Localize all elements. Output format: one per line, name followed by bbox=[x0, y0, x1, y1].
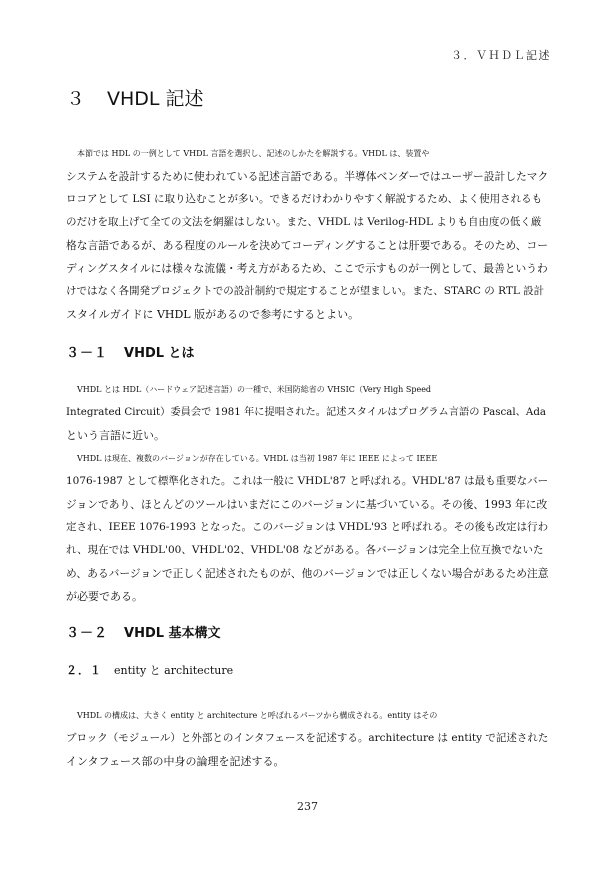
text-line: が必要である。 bbox=[66, 590, 143, 603]
subsection-number: ２．１ bbox=[66, 664, 102, 677]
page-number: 237 bbox=[297, 800, 318, 813]
text-line: 本節では HDL の一例として VHDL 言語を選択し、記述のしかたを解説する。VHDL は、装置や bbox=[77, 149, 430, 158]
text-line: VHDL の構成は、大きく entity と architecture と呼ばれるパーツから構成される。entity はその bbox=[77, 711, 438, 720]
text-line: ブロック（モジュール）と外部とのインタフェースを記述する。architecture は entity で記述された bbox=[66, 732, 548, 744]
text-line: 1076-1987 として標準化された。これは一般に VHDL'87 と呼ばれる。VHDL'87 は最も重要なバー bbox=[66, 475, 548, 487]
text-line: め、あるバージョンで正しく記述されたものが、他のバージョンでは正しくない場合があるため注意 bbox=[66, 567, 548, 580]
text-line: のだけを取上げて全ての文法を網羅はしない。また、VHDL は Verilog-HDL よりも自由度の低く厳 bbox=[66, 216, 542, 228]
section1-paragraph-2 bbox=[66, 447, 548, 608]
text-line: れ、現在では VHDL'00、VHDL'02、VHDL'08 などがある。各バージョンは完全上位互換でないた bbox=[66, 544, 544, 556]
subsection-title: entity と architecture bbox=[114, 664, 234, 677]
section-heading-3-1 bbox=[66, 342, 195, 361]
section-number: ３－１ bbox=[66, 346, 109, 361]
text-line: インタフェース部の中身の論理を記述する。 bbox=[66, 755, 285, 768]
chapter-title-text: VHDL 記述 bbox=[107, 88, 204, 110]
intro-paragraph bbox=[66, 142, 548, 326]
section1-paragraph-1 bbox=[66, 378, 548, 447]
text-line: 定され、IEEE 1076-1993 となった。このバージョンは VHDL'93 と呼ばれる。その後も改定は行わ bbox=[66, 521, 548, 533]
text-line: スタイルガイドに VHDL 版があるので参考にするとよい。 bbox=[66, 308, 360, 321]
text-line: という言語に近い。 bbox=[66, 429, 165, 442]
section-heading-3-2 bbox=[66, 622, 221, 641]
section-title: VHDL 基本構文 bbox=[124, 626, 221, 641]
subsection-heading-2-1 bbox=[66, 662, 233, 678]
text-line: 格な言語であるが、ある程度のルールを決めてコーディングすることは肝要である。そのため、コー bbox=[66, 239, 548, 252]
text-line: システムを設計するために使われている記述言語である。半導体ベンダーではユーザー設計したマク bbox=[66, 170, 548, 183]
text-line: けではなく各開発プロジェクトでの設計制約で規定することが望ましい。また、STARC の RTL 設計 bbox=[66, 285, 545, 297]
chapter-number: ３ bbox=[66, 88, 86, 110]
text-line: Integrated Circuit）委員会で 1981 年に提唱された。記述スタイルはプログラム言語の Pascal、Ada bbox=[66, 406, 546, 418]
running-header: ３．ＶＨＤＬ記述 bbox=[451, 49, 551, 62]
section-number: ３－２ bbox=[66, 626, 109, 641]
text-line: ロコアとして LSI に取り込むことが多い。できるだけわかりやすく解説するため、よく使用されるも bbox=[66, 193, 543, 205]
section-title: VHDL とは bbox=[124, 346, 195, 361]
text-line: VHDL とは HDL（ハードウェア記述言語）の一種で、米国防総省の VHSIC（Very High Speed bbox=[77, 385, 432, 394]
text-line: VHDL は現在、複数のバージョンが存在している。VHDL は当初 1987 年に IEEE によって IEEE bbox=[77, 454, 438, 463]
chapter-title bbox=[66, 84, 204, 111]
text-line: ジョンであり、ほとんどのツールはいまだにこのバージョンに基づいている。その後、1993 年に改 bbox=[66, 498, 548, 511]
text-line: ディングスタイルには様々な流儀・考え方があるため、ここで示すものが一例として、最善というわ bbox=[66, 262, 548, 275]
subsection1-paragraph bbox=[66, 704, 548, 773]
